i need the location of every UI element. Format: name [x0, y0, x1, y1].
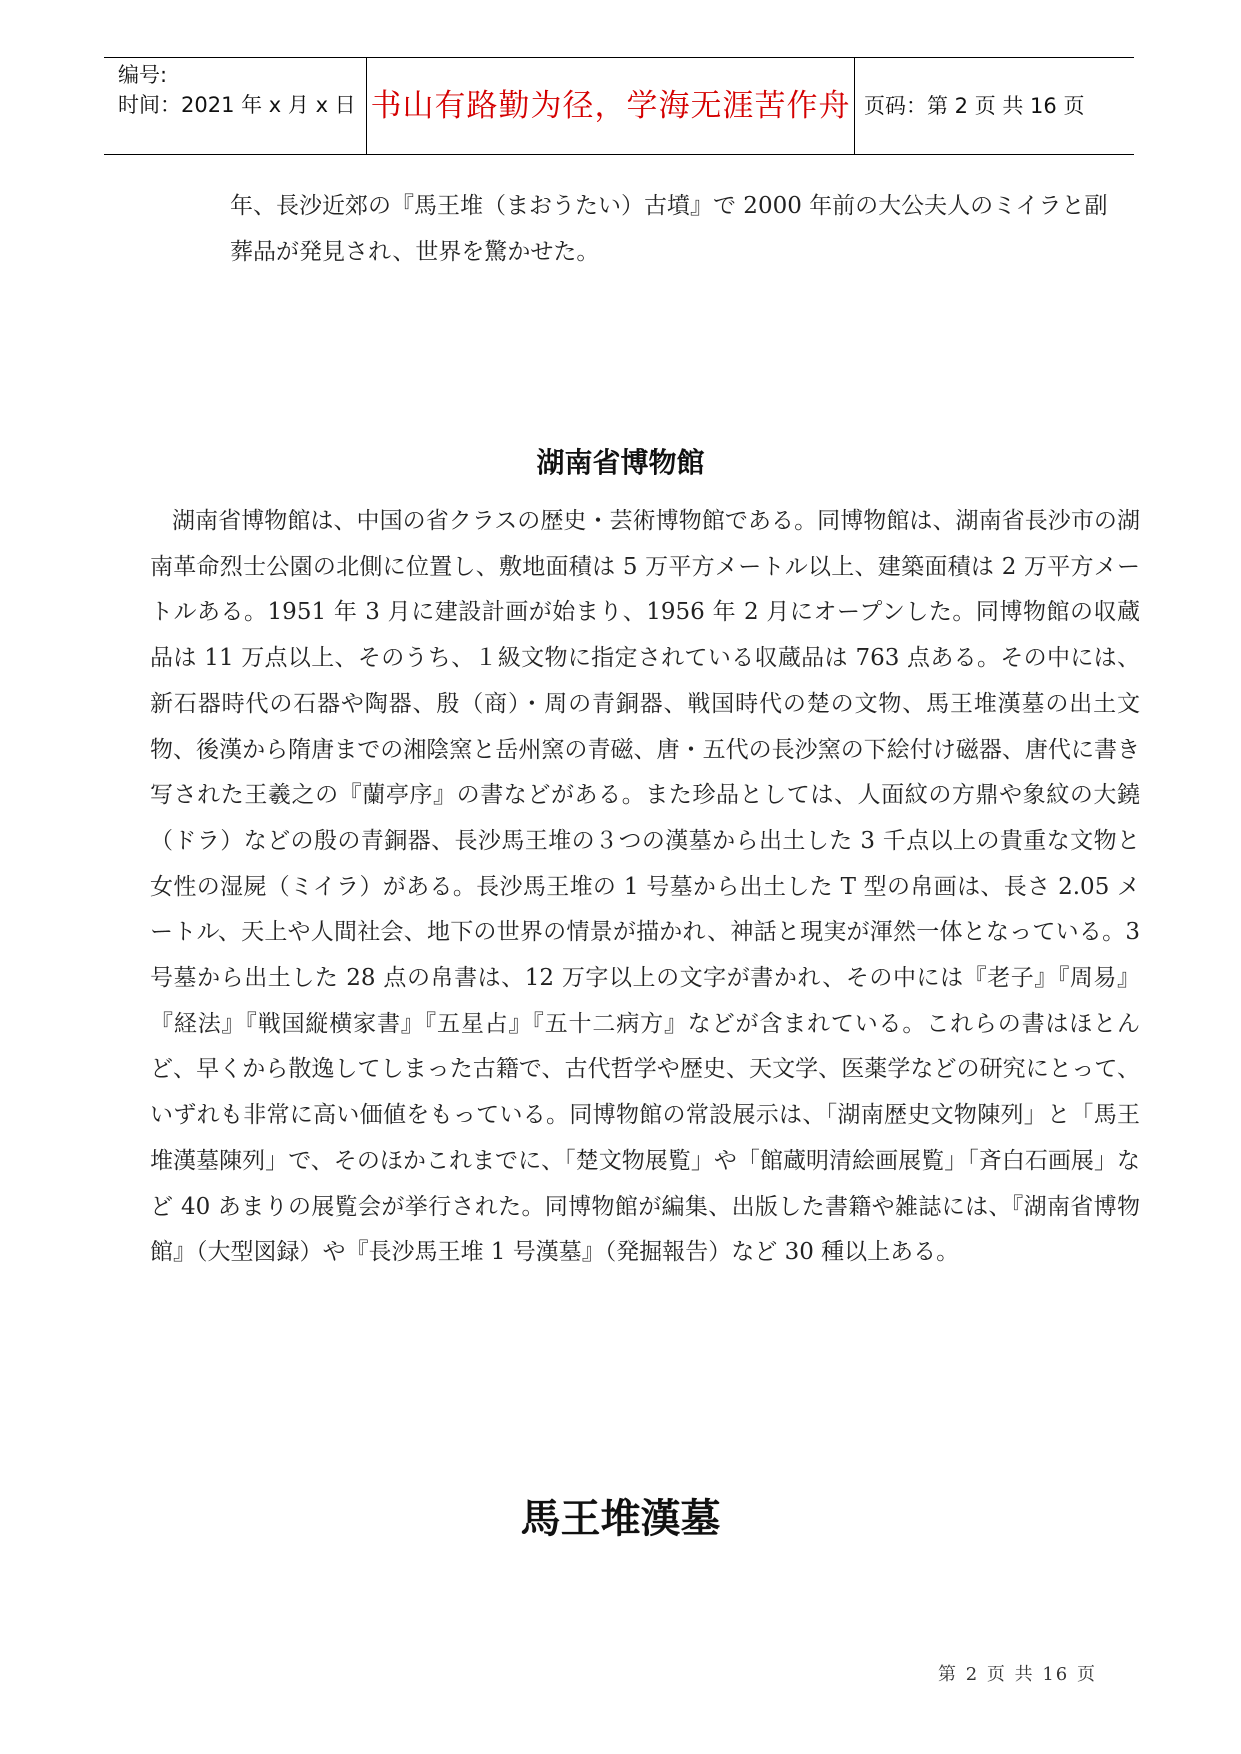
tomb-heading: 馬王堆漢墓: [520, 1495, 721, 1542]
header-motto: 书山有路勤为径，学海无涯苦作舟: [370, 88, 851, 124]
header-meta: [118, 60, 368, 120]
intro-paragraph: 年、長沙近郊の『馬王堆（まおうたい）古墳』で 2000 年前の大公夫人のミイラと副葬品が発見され、世界を驚かせた。: [230, 193, 1108, 265]
museum-paragraph: 湖南省博物館は、中国の省クラスの歴史・芸術博物館である。同博物館は、湖南省長沙市の湖南革命烈士公園の北側に位置し、敷地面積は 5 万平方メートル以上、建築面積は 2 万平方メートルある。1951 年 3 月に建設計画が始まり、1956 年 2 月にオープンした。同博物館の収蔵品は 11 万点以上、そのうち、１級文物に指定されている収蔵品は 763 点ある。その中には、新石器時代の石器や陶器、殷（商）・周の青銅器、戦国時代の楚の文物、馬王堆漢墓の出土文物、後漢から隋唐までの湘陰窯と岳州窯の青磁、唐・五代の長沙窯の下絵付け磁器、唐代に書き写された王羲之の『蘭亭序』の書などがある。また珍品としては、人面紋の方鼎や象紋の大鐃（ドラ）などの殷の青銅器、長沙馬王堆の３つの漢墓から出土した 3 千点以上の貴重な文物と女性の湿屍（ミイラ）がある。長沙馬王堆の 1 号墓から出土した T 型の帛画は、長さ 2.05 メートル、天上や人間社会、地下の世界の情景が描かれ、神話と現実が渾然一体となっている。3 号墓から出土した 28 点の帛書は、12 万字以上の文字が書かれ、その中には『老子』『周易』『経法』『戦国縦横家書』『五星占』『五十二病方』などが含まれている。これらの書はほとんど、早くから散逸してしまった古籍で、古代哲学や歴史、天文学、医薬学などの研究にとって、いずれも非常に高い価値をもっている。同博物館の常設展示は、「湖南歴史文物陳列」と「馬王堆漢墓陳列」で、そのほかこれまでに、「楚文物展覧」や「館蔵明清絵画展覧」「斉白石画展」など 40 あまりの展覧会が挙行された。同博物館が編集、出版した書籍や雑誌には、『湖南省博物館』（大型図録）や『長沙馬王堆 1 号漢墓』（発掘報告）など 30 種以上ある。: [150, 508, 1141, 1266]
page-header: [104, 57, 1134, 155]
page-footer: 第 2 页 共 16 页: [938, 1664, 1097, 1685]
museum-heading: 湖南省博物館: [536, 446, 705, 479]
header-time-label: 时间：2021 年 x 月 x 日: [118, 93, 356, 117]
header-divider-right: [854, 58, 855, 154]
header-number-label: 编号:: [118, 63, 168, 87]
header-page-info: 页码：第 2 页 共 16 页: [864, 94, 1085, 118]
